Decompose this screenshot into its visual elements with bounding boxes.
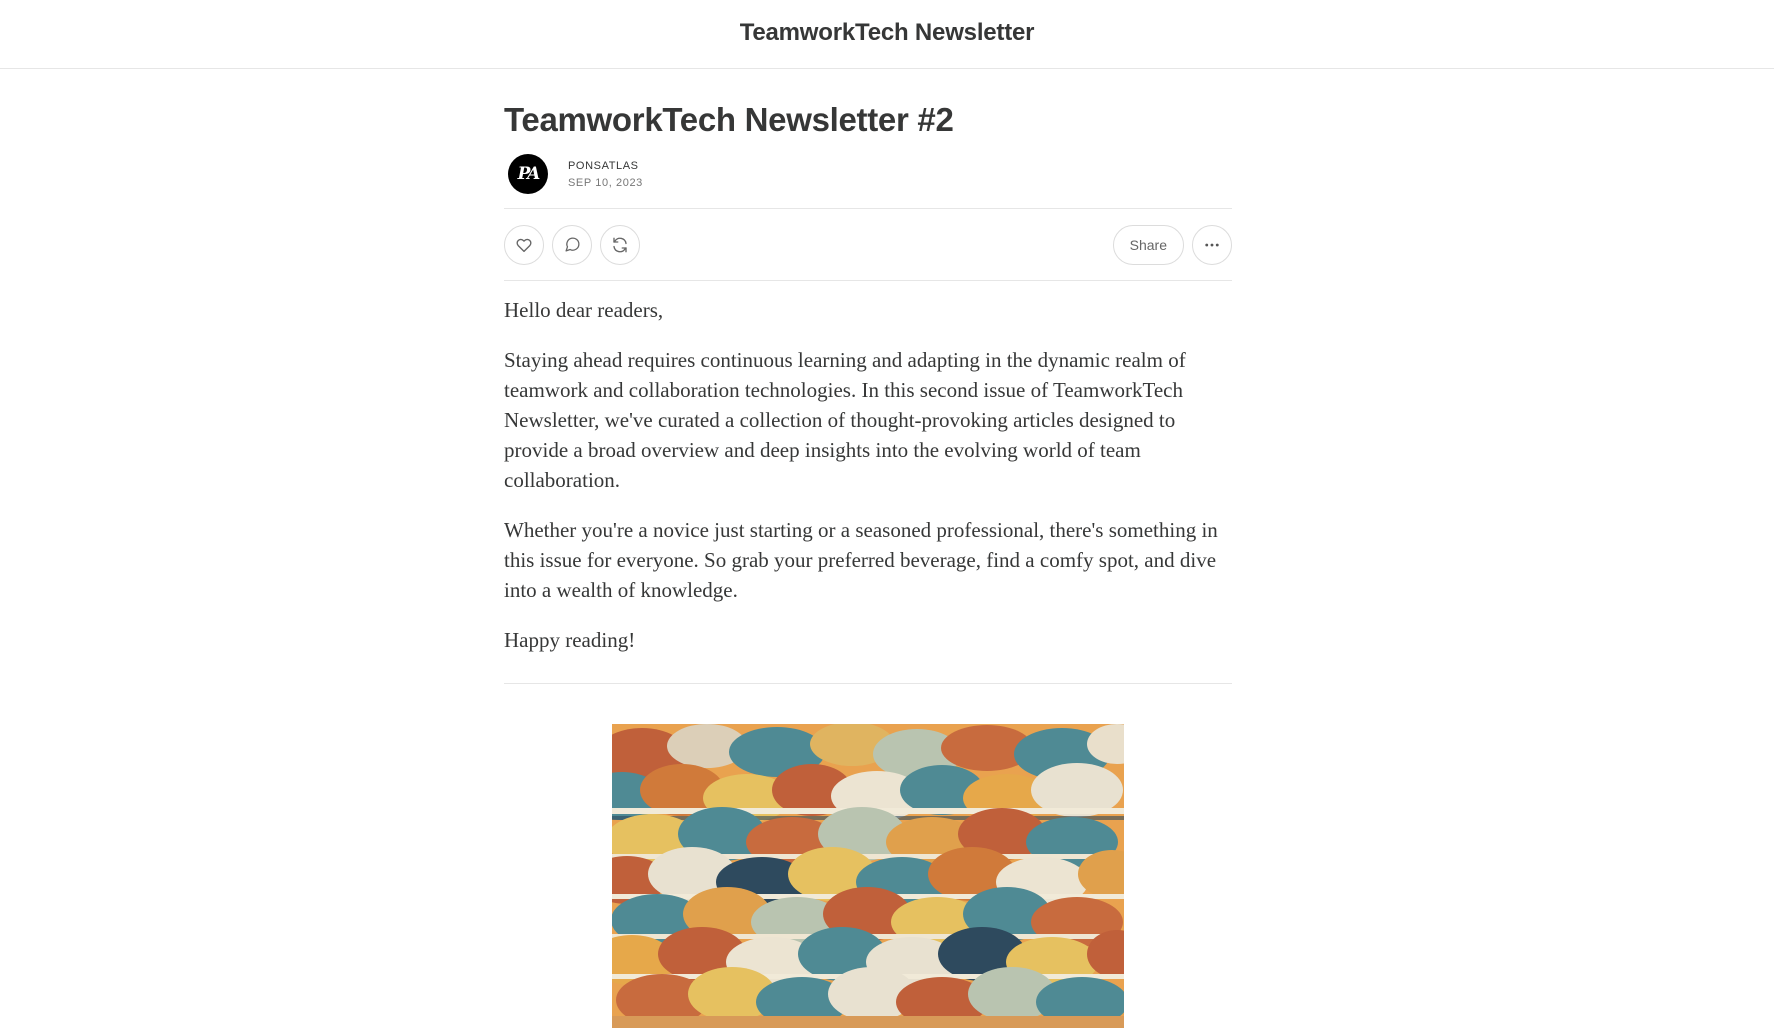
post-body xyxy=(504,295,1232,655)
share-actions xyxy=(1113,225,1232,265)
author-avatar[interactable]: PA xyxy=(508,154,548,194)
comment-icon xyxy=(564,236,581,253)
byline-meta xyxy=(568,160,643,189)
hero-image[interactable] xyxy=(612,724,1124,1028)
ellipsis-icon xyxy=(1203,236,1221,254)
body-paragraph: Happy reading! xyxy=(504,628,636,652)
body-paragraph: Hello dear readers, xyxy=(504,298,664,322)
post-title: TeamworkTech Newsletter #2 xyxy=(504,101,954,138)
restack-icon xyxy=(611,236,629,254)
section-divider xyxy=(504,683,1232,684)
heart-icon xyxy=(515,236,533,254)
abstract-clouds-illustration xyxy=(612,724,1124,1028)
share-button[interactable]: Share xyxy=(1113,225,1184,265)
body-paragraph: Staying ahead requires continuous learning and adapting in the dynamic realm of teamwork and collaboration technologies. In this second issue of TeamworkTech Newsletter, we've curated a collection of thought-provoking articles designed to provide a broad overview and deep insights into the evolving world of team collaboration. xyxy=(504,348,1186,492)
body-paragraph: Whether you're a novice just starting or a seasoned professional, there's something in this issue for everyone. So grab your preferred beverage, find a comfy spot, and dive into a wealth of knowledge. xyxy=(504,518,1218,602)
more-options-button[interactable] xyxy=(1192,225,1232,265)
restack-button[interactable] xyxy=(600,225,640,265)
post-actions-bar xyxy=(504,208,1232,281)
engagement-actions xyxy=(504,225,640,265)
like-button[interactable] xyxy=(504,225,544,265)
post-container xyxy=(504,69,1232,684)
top-bar xyxy=(0,0,1774,69)
post-date: SEP 10, 2023 xyxy=(568,176,643,189)
byline xyxy=(504,152,1232,196)
publication-name-link[interactable]: TeamworkTech Newsletter xyxy=(739,18,1035,46)
comment-button[interactable] xyxy=(552,225,592,265)
author-name[interactable]: PONSATLAS xyxy=(568,159,639,172)
